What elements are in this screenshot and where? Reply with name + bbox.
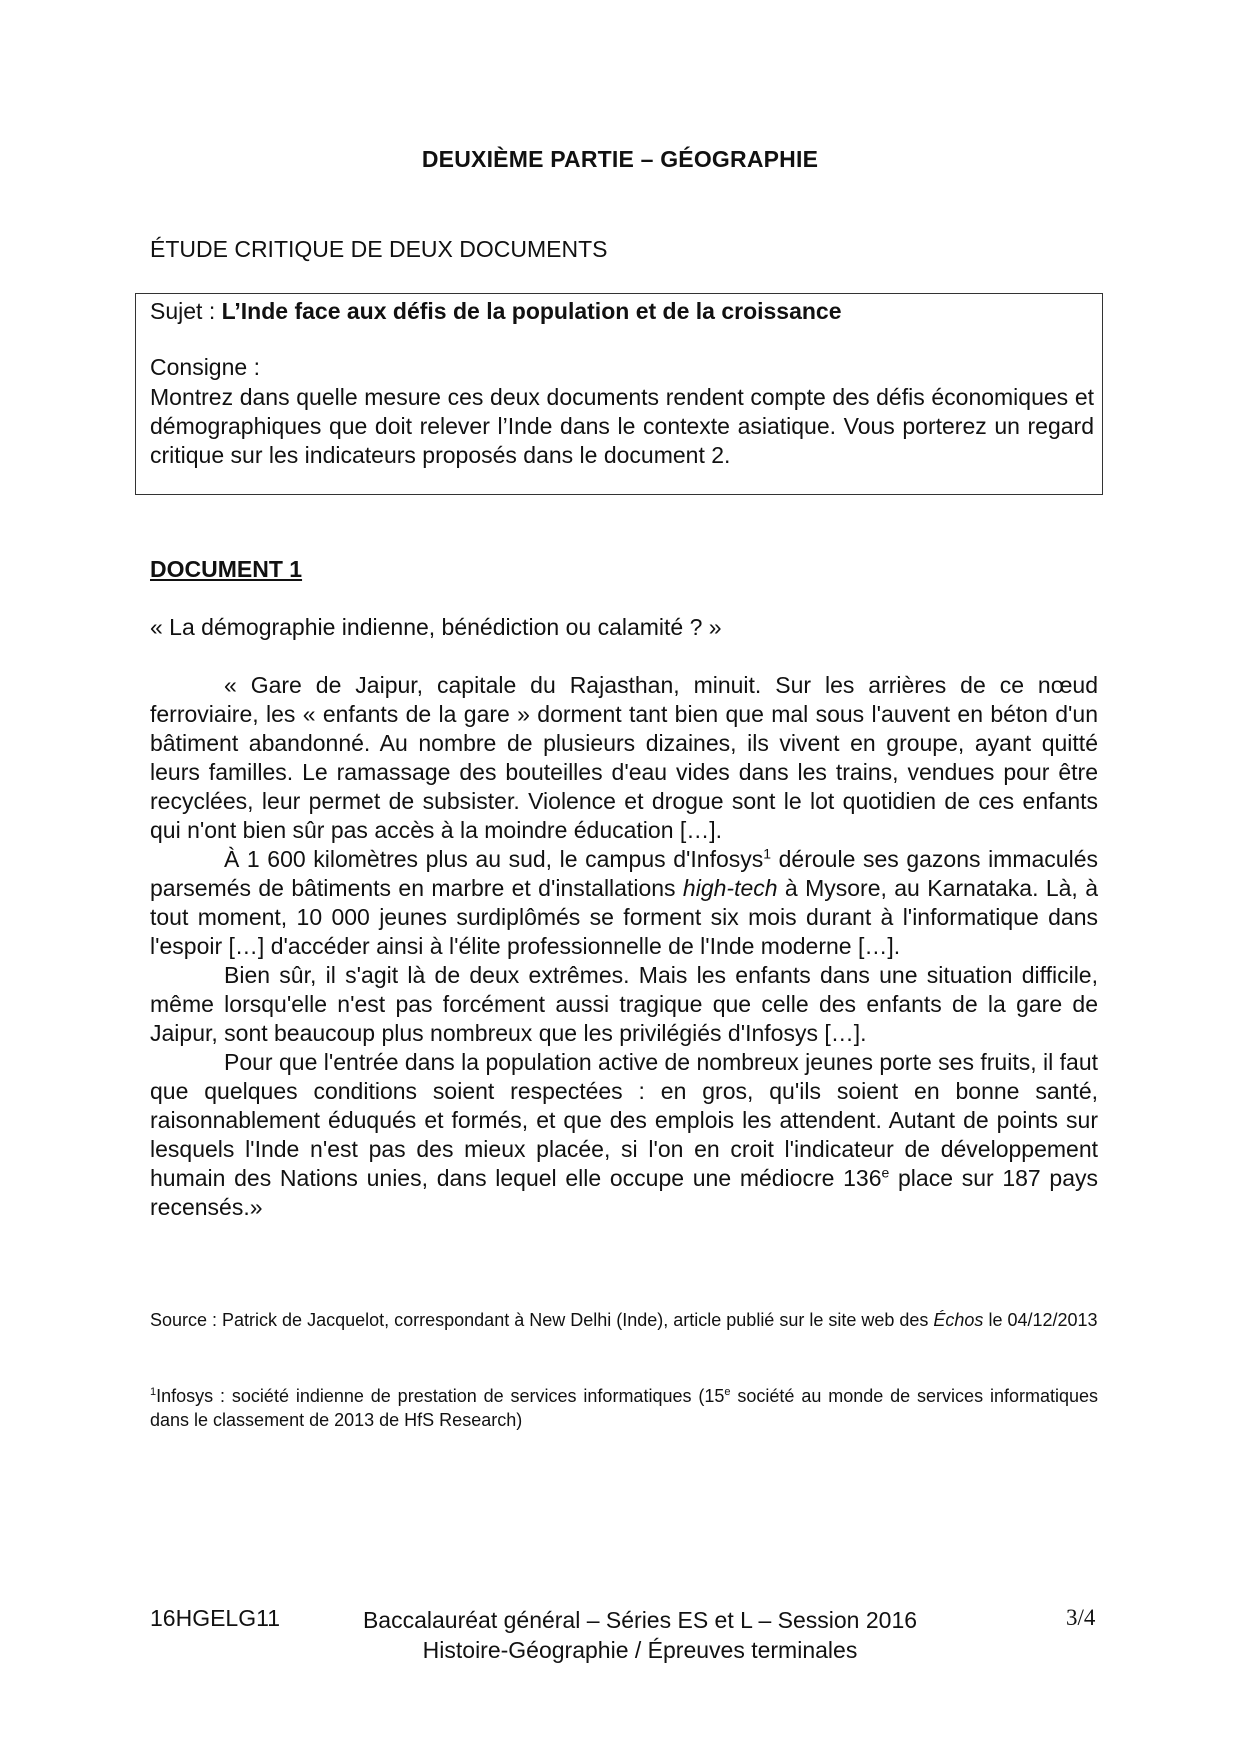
footnote-mark: 1 [150, 1386, 157, 1398]
footer-line-1: Baccalauréat général – Séries ES et L – Session 2016 [362, 1607, 918, 1633]
footer-code: 16HGELG11 [150, 1605, 280, 1631]
subject-label: Sujet : [150, 298, 222, 324]
paragraph-2-italic: high-tech [682, 875, 778, 901]
source-citation [150, 1308, 1098, 1332]
article-body [150, 671, 1098, 1222]
document-heading: DOCUMENT 1 [150, 556, 303, 582]
paragraph-4-text-a: Pour que l'entrée dans la population active de nombreux jeunes porte ses fruits, il faut que quelques conditions soient respectées : en gros, qu'ils soient en bonne santé, raisonnablement éduqués et formés, et que des emplois les attendent. Autant de points sur lesquels l'Inde n'est pas des mieux placée, si l'on en croit l'indicateur de développement humain des Nations unies, dans lequel elle occupe une médiocre 136 [150, 1049, 1098, 1191]
article-paragraph-1: « Gare de Jaipur, capitale du Rajasthan, minuit. Sur les arrières de ce nœud ferroviaire, les « enfants de la gare » dorment tant bien que mal sous l'auvent en béton d'un bâtiment abandonné. Au nombre de plusieurs dizaines, ils vivent en groupe, ayant quitté leurs familles. Le ramassage des bouteilles d'eau vides dans les trains, vendues pour être recyclées, leur permet de subsister. Violence et drogue sont le lot quotidien de ces enfants qui n'ont bien sûr pas accès à la moindre éducation […]. [150, 672, 1098, 843]
subject-line [150, 298, 842, 325]
consigne-label: Consigne : [150, 354, 260, 380]
paragraph-4-text-b: place sur 187 pays recensés.» [150, 1165, 1099, 1220]
paragraph-2-text-a: À 1 600 kilomètres plus au sud, le campus d'Infosys [224, 846, 764, 872]
consigne-text: Montrez dans quelle mesure ces deux documents rendent compte des défis économiques et démographiques que doit relever l’Inde dans le contexte asiatique. Vous porterez un regard critique sur les indicateurs proposés dans le document 2. [150, 384, 1094, 468]
footnote-ref: 1 [763, 845, 772, 862]
article-paragraph-2 [150, 845, 1098, 961]
page-number: 3/4 [1066, 1605, 1096, 1630]
subject-title: L’Inde face aux défis de la population et de la croissance [221, 298, 842, 324]
ordinal-sup: e [881, 1164, 890, 1181]
paragraph-2-text-b: déroule ses gazons immaculés parsemés de bâtiments en marbre et d'installations [150, 846, 1098, 901]
paragraph-2-text-c: à Mysore, au Karnataka. Là, à tout moment, 10 000 jeunes surdiplômés se forment six mois durant à l'informatique dans l'espoir […] d'accéder ainsi à l'élite professionnelle de l'Inde moderne […]. [150, 875, 1098, 959]
footer-line-2: Histoire-Géographie / Épreuves terminales [422, 1637, 858, 1663]
article-paragraph-4 [150, 1048, 1098, 1222]
section-heading: ÉTUDE CRITIQUE DE DEUX DOCUMENTS [150, 236, 608, 262]
footer-center [340, 1605, 940, 1665]
footnote-sup: e [724, 1386, 731, 1398]
footnote-text-b: société au monde de services informatiques dans le classement de 2013 de HfS Research) [150, 1386, 1099, 1430]
document-subtitle: « La démographie indienne, bénédiction ou calamité ? » [150, 614, 722, 640]
footnote [150, 1384, 1098, 1432]
article-paragraph-3: Bien sûr, il s'agit là de deux extrêmes. Mais les enfants dans une situation difficile, même lorsqu'elle n'est pas forcément aussi tragique que celle des enfants de la gare de Jaipur, sont beaucoup plus nombreux que les privilégiés d'Infosys […]. [150, 962, 1098, 1046]
footnote-text-a: Infosys : société indienne de prestation de services informatiques (15 [156, 1386, 725, 1406]
subject-box [135, 293, 1103, 495]
page-title: DEUXIÈME PARTIE – GÉOGRAPHIE [421, 146, 819, 172]
source-italic: Échos [933, 1310, 984, 1330]
source-text-a: Source : Patrick de Jacquelot, correspondant à New Delhi (Inde), article publié sur le site web des [150, 1310, 934, 1330]
source-text-b: le 04/12/2013 [983, 1310, 1098, 1330]
